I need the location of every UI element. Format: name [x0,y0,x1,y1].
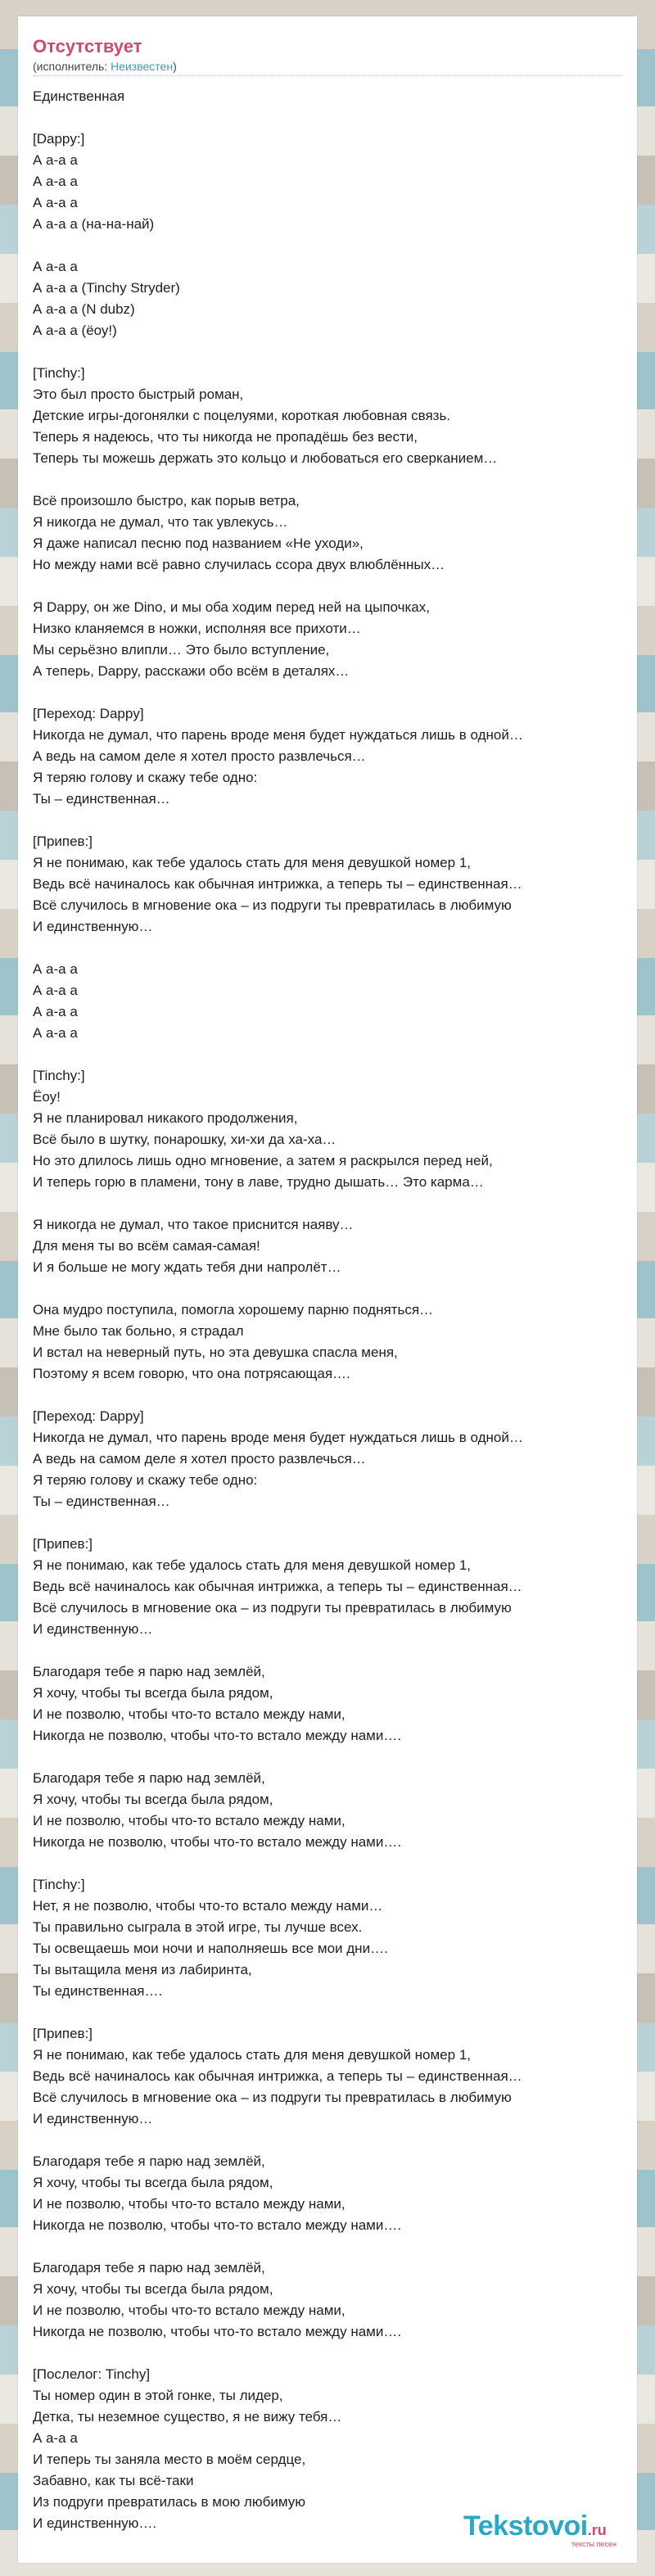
lyrics-line: Я никогда не думал, что такое приснится наяву… [33,1217,354,1232]
lyrics-line: А а-а а [33,961,78,977]
lyrics-line: Теперь я надеюсь, что ты никогда не пропадёшь без вести, [33,429,418,445]
lyrics-line: Я не планировал никакого продолжения, [33,1110,298,1126]
lyrics-line: Никогда не думал, что парень вроде меня будет нуждаться лишь в одной… [33,727,523,743]
lyrics-line: Забавно, как ты всё-таки [33,2473,194,2488]
lyrics-line: И я больше не могу ждать тебя дни напролёт… [33,1259,341,1275]
lyrics-line: [Tinchy:] [33,1068,85,1083]
lyrics-line: Никогда не думал, что парень вроде меня будет нуждаться лишь в одной… [33,1430,523,1445]
lyrics-line: Ты правильно сыграла в этой игре, ты лучше всех. [33,1919,363,1935]
lyrics-stanza [33,597,622,682]
lyrics-line: И единственную…. [33,2515,157,2531]
lyrics-line: Никогда не позволю, чтобы что-то встало между нами…. [33,2217,402,2233]
lyrics-line: А а-а а [33,2430,78,2446]
lyrics-line: А а-а а [33,174,78,189]
lyrics-line: Всё произошло быстро, как порыв ветра, [33,493,300,508]
lyrics-stanza [33,2023,622,2130]
lyrics-line: А а-а а (на-на-най) [33,216,155,232]
artist-prefix: (исполнитель: [33,60,108,73]
lyrics-line: [Послелог: Tinchy] [33,2366,151,2382]
lyrics-stanza [33,1874,622,2002]
lyrics-line: [Dappy:] [33,131,85,147]
lyrics-line: Благодаря тебе я парю над землёй, [33,2153,265,2169]
lyrics-line: Это был просто быстрый роман, [33,386,244,402]
lyrics-stanza [33,1768,622,1853]
lyrics-stanza [33,129,622,235]
artist-line [33,59,622,76]
lyrics-line: Мне было так больно, я страдал [33,1323,244,1339]
lyrics-line: Детка, ты неземное существо, я не вижу тебя… [33,2409,342,2425]
lyrics-stanza [33,1214,622,1278]
lyrics-line: Я хочу, чтобы ты всегда была рядом, [33,2281,273,2297]
lyrics-line: И встал на неверный путь, но эта девушка спасла меня, [33,1344,398,1360]
lyrics-stanza [33,1299,622,1385]
lyrics-line: А а-а а [33,195,78,210]
lyrics-line: И единственную… [33,1621,153,1637]
lyrics-line: Никогда не позволю, чтобы что-то встало между нами…. [33,2324,402,2339]
lyrics-stanza [33,703,622,810]
lyrics-line: [Припев:] [33,834,93,849]
lyrics-line: Я не понимаю, как тебе удалось стать для меня девушкой номер 1, [33,1557,471,1573]
artist-link[interactable]: Неизвестен [111,60,174,73]
lyrics-line: Я хочу, чтобы ты всегда была рядом, [33,1792,273,1807]
lyrics-stanza [33,1065,622,1193]
lyrics-body [33,129,622,2534]
lyrics-line: Всё случилось в мгновение ока – из подруги ты превратилась в любимую [33,897,512,913]
lyrics-stanza [33,2257,622,2343]
lyrics-line: И единственную… [33,919,153,934]
lyrics-line: А ведь на самом деле я хотел просто развлечься… [33,1451,366,1467]
lyrics-line: Ты – единственная… [33,791,170,807]
lyrics-stanza [33,831,622,938]
lyrics-line: Благодаря тебе я парю над землёй, [33,1664,265,1679]
lyrics-stanza [33,1406,622,1512]
lyrics-stanza [33,1534,622,1640]
lyrics-line: И не позволю, чтобы что-то встало между нами, [33,1813,346,1828]
lyrics-line: И теперь горю в пламени, тону в лаве, трудно дышать… Это карма… [33,1174,484,1190]
lyrics-line: Я теряю голову и скажу тебе одно: [33,1472,258,1488]
lyrics-line: Ведь всё начиналось как обычная интрижка, а теперь ты – единственная… [33,1579,522,1594]
lyrics-line: Но между нами всё равно случилась ссора двух влюблённых… [33,557,445,572]
lyrics-line: Ты номер один в этой гонке, ты лидер, [33,2388,283,2403]
lyrics-line: Она мудро поступила, помогла хорошему парню подняться… [33,1302,434,1317]
lyrics-line: Нет, я не позволю, чтобы что-то встало между нами… [33,1898,383,1914]
lyrics-line: Я никогда не думал, что так увлекусь… [33,514,288,530]
lyrics-line: Ты вытащила меня из лабиринта, [33,1962,252,1977]
artist-suffix: ) [173,60,177,73]
lyrics-line: Я теряю голову и скажу тебе одно: [33,770,258,785]
lyrics-line: И не позволю, чтобы что-то встало между нами, [33,1706,346,1722]
lyrics-line: Я не понимаю, как тебе удалось стать для меня девушкой номер 1, [33,855,471,870]
lyrics-line: Но это длилось лишь одно мгновение, а затем я раскрылся перед ней, [33,1153,493,1168]
lyrics-stanza [33,1661,622,1747]
lyrics-line: [Припев:] [33,2026,93,2041]
lyrics-line: А а-а а [33,983,78,998]
lyrics-line: Теперь ты можешь держать это кольцо и любоваться его сверканием… [33,450,498,466]
logo-suffix: .ru [587,2522,607,2538]
lyrics-stanza [33,2151,622,2236]
song-name: Единственная [33,88,125,104]
lyrics-card [18,16,637,2563]
lyrics-line: Детские игры-догонялки с поцелуями, короткая любовная связь. [33,408,451,423]
lyrics-line: Я не понимаю, как тебе удалось стать для меня девушкой номер 1, [33,2047,471,2063]
lyrics-line: [Переход: Dappy] [33,706,144,721]
lyrics-stanza [33,490,622,576]
lyrics-line: А а-а а [33,1025,78,1041]
logo-text: Tekstovoi [463,2510,588,2542]
lyrics-line: Я даже написал песню под названием «Не уходи», [33,536,364,551]
lyrics-line: Ты единственная…. [33,1983,163,1999]
lyrics-line: Благодаря тебе я парю над землёй, [33,1770,265,1786]
lyrics-line: Всё случилось в мгновение ока – из подруги ты превратилась в любимую [33,2090,512,2105]
lyrics-line: [Tinchy:] [33,1877,85,1892]
lyrics-line: И теперь ты заняла место в моём сердце, [33,2452,306,2467]
lyrics-stanza [33,959,622,1044]
lyrics-line: А теперь, Dappy, расскажи обо всём в деталях… [33,663,350,679]
lyrics-line: Из подруги превратилась в мою любимую [33,2494,305,2510]
lyrics-line: Никогда не позволю, чтобы что-то встало между нами…. [33,1834,402,1850]
lyrics-stanza [33,256,622,341]
lyrics-line: Ты освещаешь мои ночи и наполняешь все мои дни…. [33,1941,388,1956]
logo-tagline: тексты песен [571,2540,617,2548]
lyrics-line: А а-а а [33,152,78,168]
lyrics-line: Ведь всё начиналось как обычная интрижка, а теперь ты – единственная… [33,2068,522,2084]
lyrics-line: [Переход: Dappy] [33,1408,144,1424]
lyrics-line: А а-а а [33,1004,78,1019]
lyrics-line: Никогда не позволю, чтобы что-то встало между нами…. [33,1728,402,1743]
lyrics-line: [Припев:] [33,1536,93,1552]
page-title: Отсутствует [33,36,142,56]
lyrics-line: А а-а а (ёоу!) [33,323,117,338]
lyrics-line: [Tinchy:] [33,365,85,381]
lyrics-line: Ёоу! [33,1089,61,1105]
lyrics-line: Мы серьёзно влипли… Это было вступление, [33,642,330,658]
lyrics-line: Поэтому я всем говорю, что она потрясающая…. [33,1366,350,1381]
lyrics-line: Благодаря тебе я парю над землёй, [33,2260,265,2275]
lyrics-line: Ты – единственная… [33,1494,170,1509]
lyrics-line: Низко кланяемся в ножки, исполняя все прихоти… [33,621,361,636]
lyrics-stanza [33,363,622,469]
lyrics-line: Я Dappy, он же Dino, и мы оба ходим перед ней на цыпочках, [33,599,430,615]
lyrics-line: А ведь на самом деле я хотел просто развлечься… [33,748,366,764]
lyrics-line: Всё случилось в мгновение ока – из подруги ты превратилась в любимую [33,1600,512,1616]
lyrics-line: А а-а а (Tinchy Stryder) [33,280,180,296]
lyrics-line: Ведь всё начиналось как обычная интрижка, а теперь ты – единственная… [33,876,522,892]
lyrics-line: А а-а а (N dubz) [33,301,135,317]
lyrics-line: Для меня ты во всём самая-самая! [33,1238,260,1254]
lyrics-line: А а-а а [33,259,78,274]
lyrics-line: И не позволю, чтобы что-то встало между нами, [33,2303,346,2318]
lyrics-line: Я хочу, чтобы ты всегда была рядом, [33,1685,273,1701]
lyrics-line: Всё было в шутку, понарошку, хи-хи да ха-ха… [33,1132,337,1147]
site-logo[interactable] [463,2510,652,2551]
lyrics-line: Я хочу, чтобы ты всегда была рядом, [33,2175,273,2190]
lyrics-line: И единственную… [33,2111,153,2126]
lyrics-stanza [33,2364,622,2534]
lyrics-line: И не позволю, чтобы что-то встало между нами, [33,2196,346,2212]
